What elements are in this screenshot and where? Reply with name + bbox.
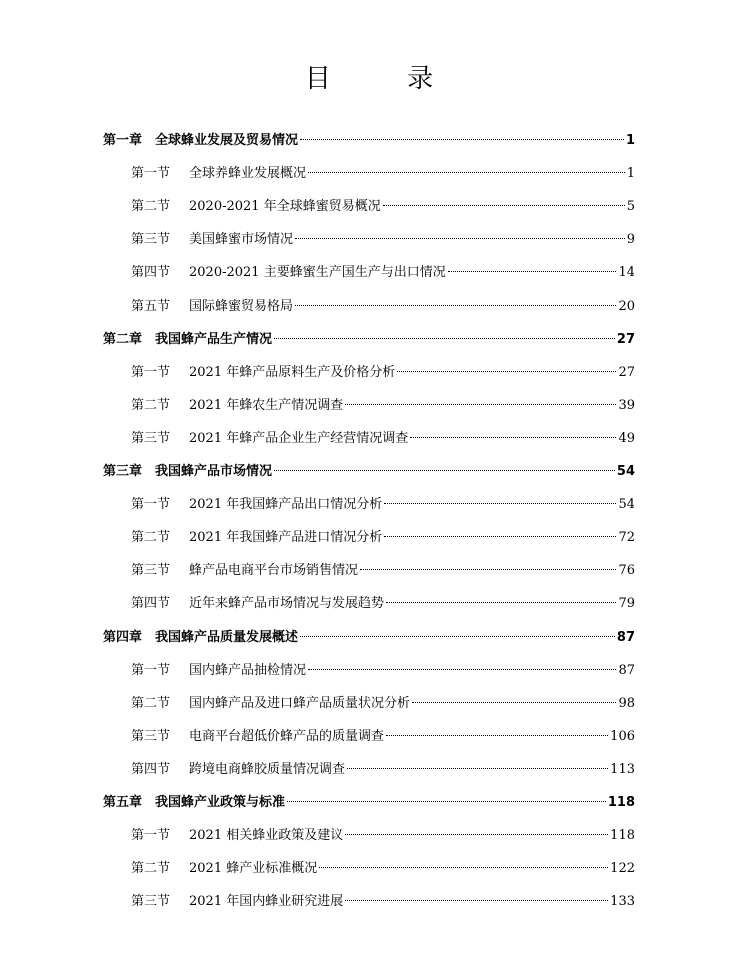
page-title: 目 录 — [304, 64, 468, 94]
toc-entry-label: 第三节 — [131, 232, 171, 248]
toc-entry-title: 2021 年蜂产品原料生产及价格分析 — [189, 364, 396, 380]
toc-entry-label: 第三节 — [131, 728, 171, 744]
toc-section-entry[interactable] — [131, 593, 635, 615]
toc-entry-title: 全球养蜂业发展概况 — [189, 166, 307, 182]
toc-entry-title: 美国蜂蜜市场情况 — [189, 232, 294, 248]
toc-page-number: 87 — [616, 629, 635, 645]
toc-dot-leader — [319, 866, 608, 868]
toc-entry-label: 第三章 — [103, 464, 143, 479]
toc-entry-label: 第三节 — [131, 563, 171, 579]
toc-section-entry[interactable] — [131, 262, 635, 284]
toc-page-number: 20 — [618, 298, 635, 314]
toc-dot-leader — [274, 337, 615, 339]
toc-entry-title: 2021 年我国蜂产品进口情况分析 — [189, 530, 383, 546]
toc-section-entry[interactable] — [131, 362, 635, 384]
toc-section-entry[interactable] — [131, 660, 635, 682]
toc-entry-label: 第五节 — [131, 298, 171, 314]
toc-entry-title: 2020-2021 年全球蜂蜜贸易概况 — [189, 199, 381, 215]
toc-section-entry[interactable] — [131, 428, 635, 450]
toc-entry-title: 我国蜂产品生产情况 — [155, 331, 273, 347]
toc-entry-title: 蜂产品电商平台市场销售情况 — [189, 563, 359, 579]
toc-dot-leader — [345, 833, 608, 835]
toc-entry-label: 第一节 — [131, 364, 171, 380]
toc-page-number: 5 — [626, 199, 635, 215]
toc-entry-title: 全球蜂业发展及贸易情况 — [155, 133, 299, 148]
toc-section-entry[interactable] — [131, 560, 635, 582]
toc-entry-title: 2021 蜂产业标准概况 — [189, 861, 318, 877]
toc-dot-leader — [347, 767, 608, 769]
toc-dot-leader — [412, 701, 616, 703]
toc-entry-title: 我国蜂产业政策与标准 — [155, 795, 286, 810]
toc-page-number: 9 — [626, 232, 635, 248]
toc-entry-label: 第一节 — [131, 828, 171, 844]
toc-page-number: 118 — [607, 795, 635, 810]
toc-section-entry[interactable] — [131, 693, 635, 715]
toc-entry-label: 第四节 — [131, 761, 171, 777]
toc-entry-title: 近年来蜂产品市场情况与发展趋势 — [189, 596, 385, 612]
toc-chapter-entry[interactable] — [103, 461, 635, 483]
toc-page-number: 14 — [618, 265, 635, 281]
toc-page-number: 76 — [618, 563, 635, 579]
toc-dot-leader — [308, 668, 616, 670]
toc-page-number: 1 — [625, 133, 635, 148]
toc-page-number: 1 — [626, 166, 635, 182]
toc-section-entry[interactable] — [131, 494, 635, 516]
toc-section-entry[interactable] — [131, 527, 635, 549]
toc-page-number: 106 — [610, 728, 635, 744]
toc-entry-label: 第二节 — [131, 530, 171, 546]
toc-section-entry[interactable] — [131, 891, 635, 913]
toc-entry-label: 第四节 — [131, 265, 171, 281]
toc-dot-leader — [300, 635, 615, 637]
toc-entry-label: 第二节 — [131, 861, 171, 877]
toc-page-number: 54 — [616, 464, 635, 479]
toc-page-number: 118 — [610, 828, 635, 844]
toc-section-entry[interactable] — [131, 825, 635, 847]
toc-dot-leader — [386, 601, 616, 603]
toc-dot-leader — [295, 304, 616, 306]
toc-section-entry[interactable] — [131, 196, 635, 218]
toc-dot-leader — [300, 138, 624, 140]
toc-entry-title: 2021 年我国蜂产品出口情况分析 — [189, 497, 383, 513]
toc-dot-leader — [295, 237, 625, 239]
toc-page-number: 27 — [618, 364, 635, 380]
toc-entry-title: 国际蜂蜜贸易格局 — [189, 298, 294, 314]
toc-section-entry[interactable] — [131, 759, 635, 781]
toc-entry-title: 2021 相关蜂业政策及建议 — [189, 828, 344, 844]
toc-page-number: 27 — [616, 331, 635, 347]
toc-page-number: 113 — [610, 761, 635, 777]
toc-page-number: 49 — [618, 430, 635, 446]
toc-dot-leader — [360, 568, 616, 570]
toc-entry-title: 我国蜂产品市场情况 — [155, 464, 273, 479]
toc-dot-leader — [448, 270, 617, 272]
toc-dot-leader — [386, 734, 608, 736]
toc-entry-label: 第四节 — [131, 596, 171, 612]
toc-dot-leader — [308, 171, 625, 173]
toc-dot-leader — [384, 535, 616, 537]
toc-entry-label: 第三节 — [131, 430, 171, 446]
toc-entry-label: 第二节 — [131, 199, 171, 215]
toc-entry-title: 我国蜂产品质量发展概述 — [155, 629, 299, 645]
toc-entry-label: 第三节 — [131, 894, 171, 910]
toc-dot-leader — [397, 370, 616, 372]
toc-dot-leader — [345, 899, 608, 901]
toc-dot-leader — [274, 469, 615, 471]
toc-entry-label: 第一章 — [103, 133, 143, 148]
toc-dot-leader — [383, 204, 625, 206]
toc-entry-label: 第一节 — [131, 166, 171, 182]
toc-entry-title: 2021 年蜂农生产情况调查 — [189, 397, 344, 413]
toc-section-entry[interactable] — [131, 858, 635, 880]
toc-entry-label: 第二节 — [131, 397, 171, 413]
toc-page-number: 122 — [610, 861, 635, 877]
toc-entry-title: 2021 年蜂产品企业生产经营情况调查 — [189, 430, 409, 446]
toc-entry-label: 第二节 — [131, 695, 171, 711]
toc-section-entry[interactable] — [131, 296, 635, 318]
toc-page-number: 133 — [610, 894, 635, 910]
toc-entry-title: 电商平台超低价蜂产品的质量调查 — [189, 728, 385, 744]
toc-entry-title: 2020-2021 主要蜂蜜生产国生产与出口情况 — [189, 265, 446, 281]
toc-section-entry[interactable] — [131, 229, 635, 251]
toc-chapter-entry[interactable] — [103, 130, 635, 152]
toc-entry-title: 国内蜂产品抽检情况 — [189, 662, 307, 678]
toc-section-entry[interactable] — [131, 726, 635, 748]
toc-chapter-entry[interactable] — [103, 627, 635, 649]
toc-page-number: 72 — [618, 530, 635, 546]
toc-page-number: 39 — [618, 397, 635, 413]
toc-entry-label: 第二章 — [103, 331, 143, 347]
toc-dot-leader — [384, 502, 616, 504]
toc-page-number: 87 — [618, 662, 635, 678]
toc-section-entry[interactable] — [131, 395, 635, 417]
toc-chapter-entry[interactable] — [103, 329, 635, 351]
toc-entry-title: 跨境电商蜂胶质量情况调查 — [189, 761, 346, 777]
toc-section-entry[interactable] — [131, 163, 635, 185]
toc-dot-leader — [287, 800, 606, 802]
toc-entry-label: 第一节 — [131, 662, 171, 678]
toc-entry-title: 国内蜂产品及进口蜂产品质量状况分析 — [189, 695, 411, 711]
toc-entry-label: 第五章 — [103, 795, 143, 810]
toc-dot-leader — [410, 436, 616, 438]
toc-page-number: 79 — [618, 596, 635, 612]
toc-page-number: 98 — [618, 695, 635, 711]
toc-page-number: 54 — [618, 497, 635, 513]
toc-chapter-entry[interactable] — [103, 792, 635, 814]
toc-entry-label: 第一节 — [131, 497, 171, 513]
toc-entry-title: 2021 年国内蜂业研究进展 — [189, 894, 344, 910]
toc-entry-label: 第四章 — [103, 629, 143, 645]
toc-dot-leader — [345, 403, 616, 405]
